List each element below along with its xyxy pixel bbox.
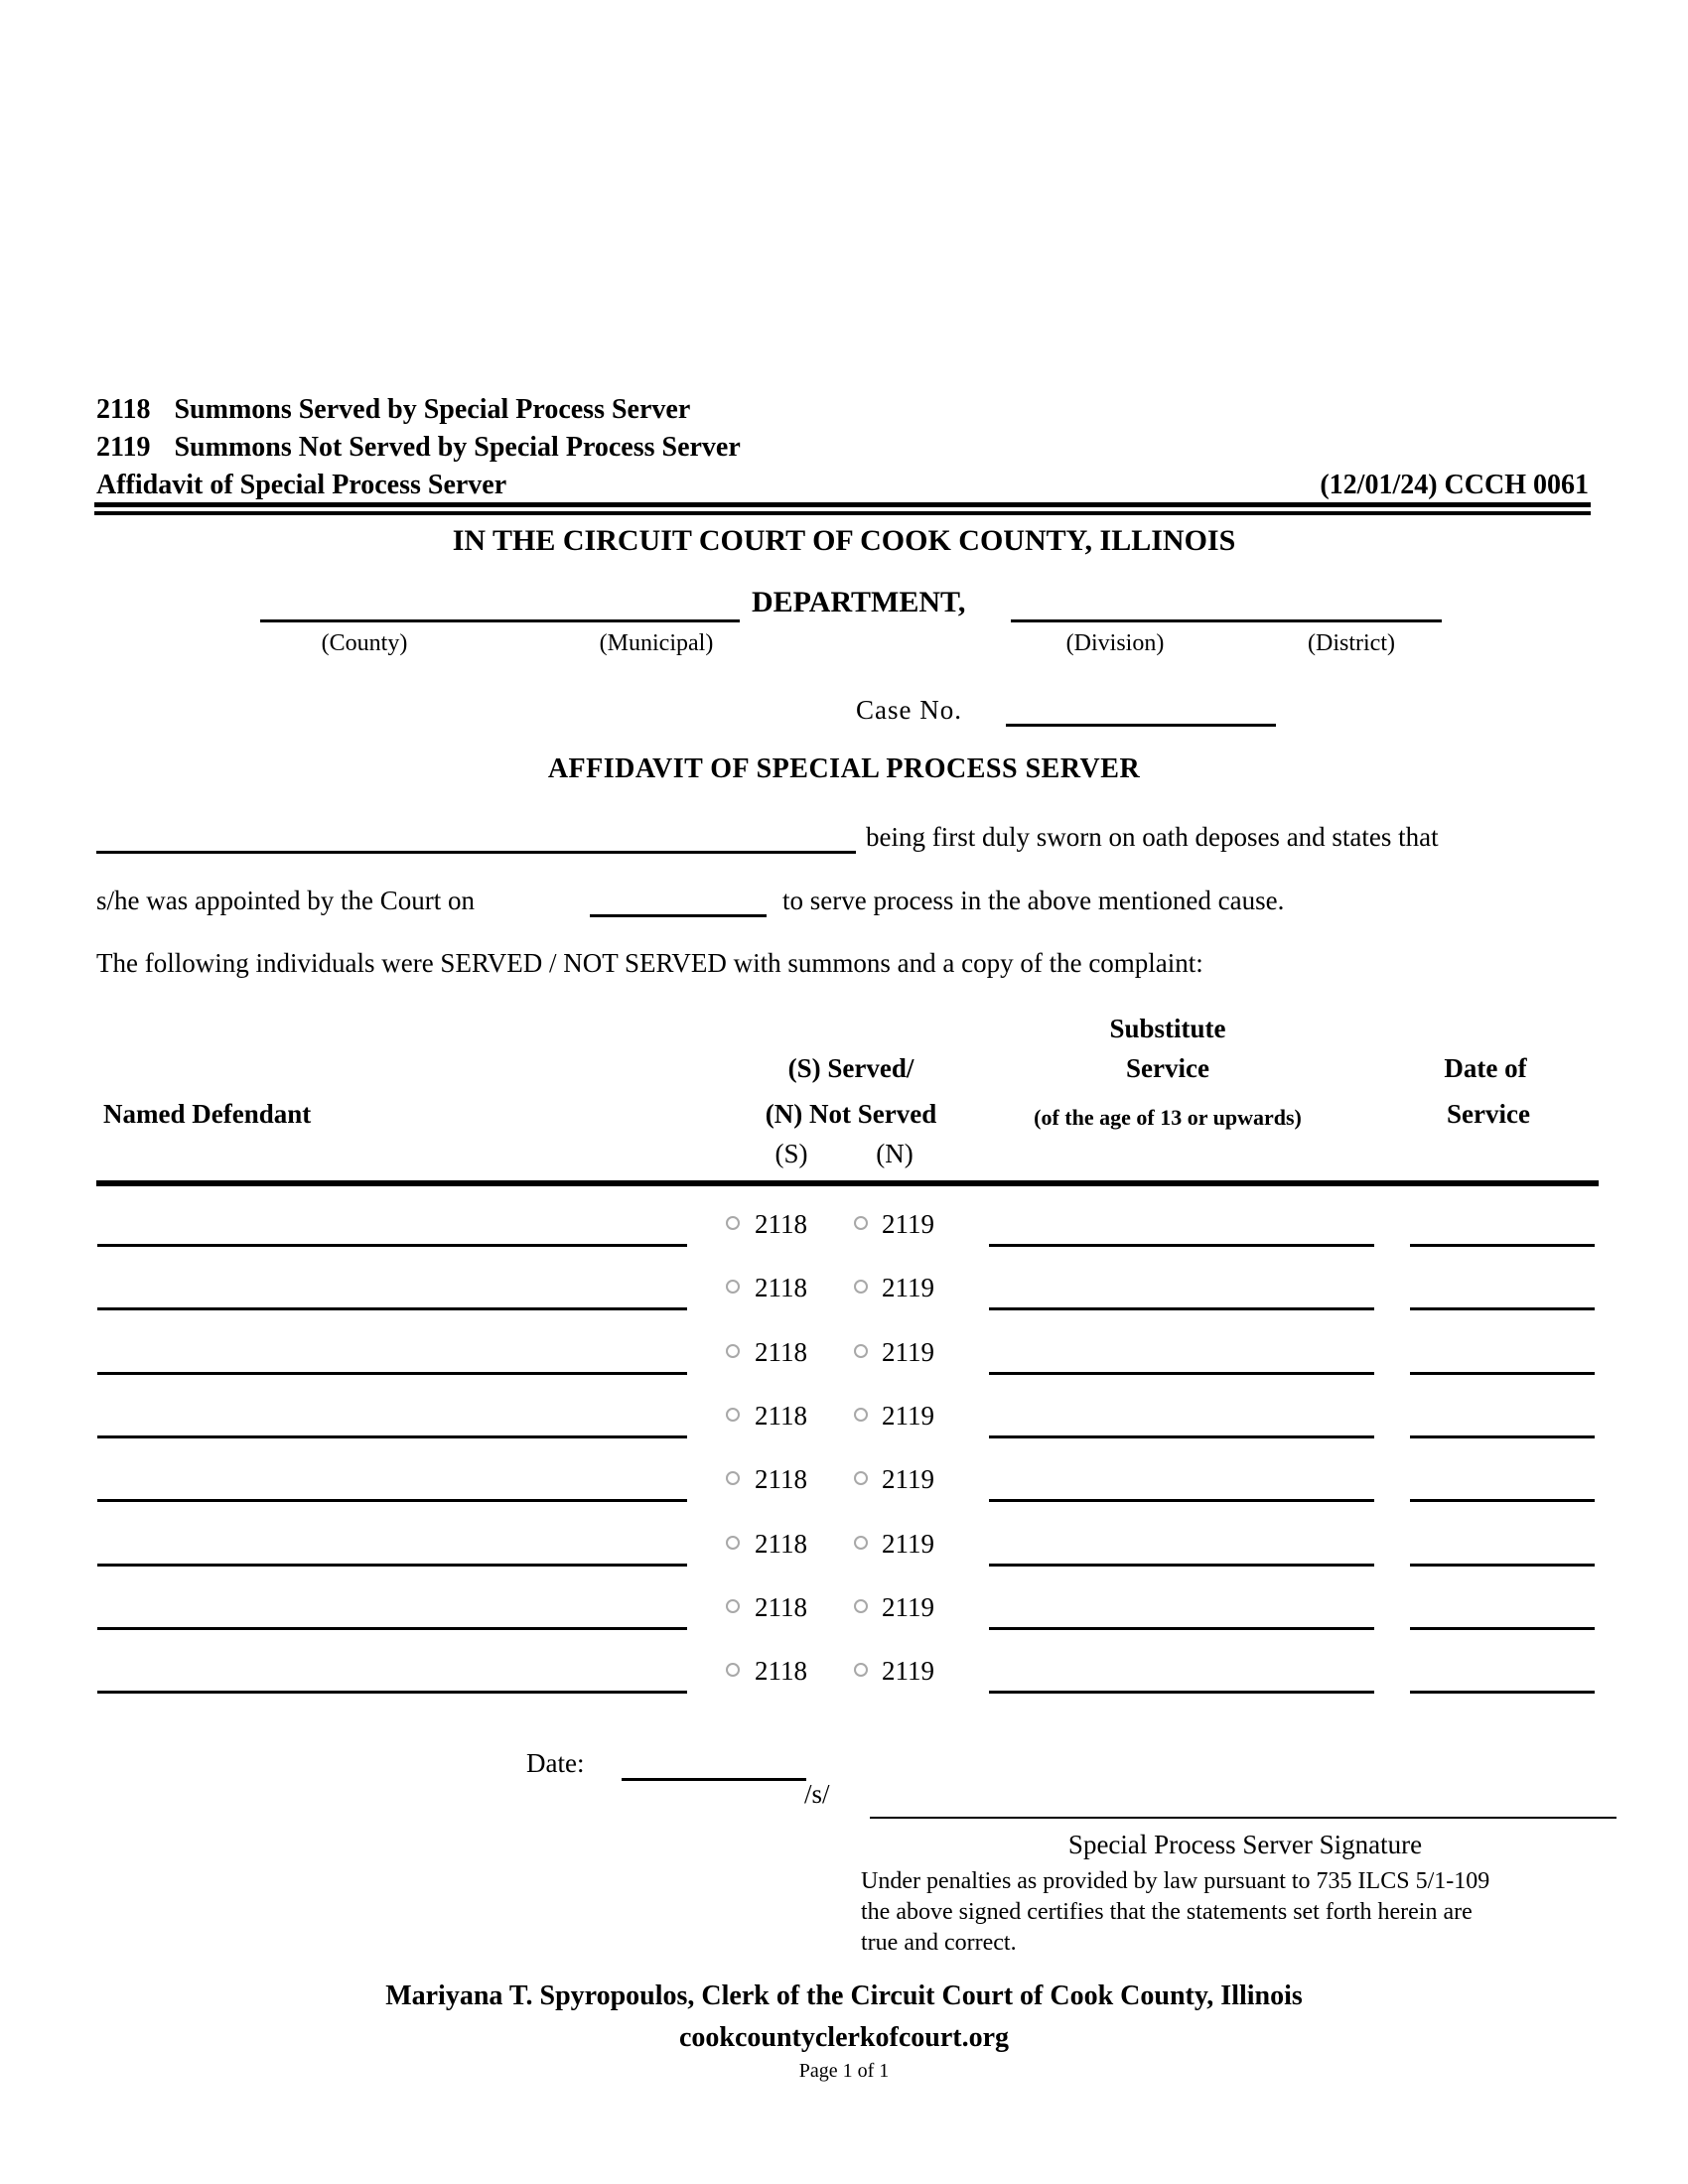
form-title-left: Affidavit of Special Process Server (96, 470, 507, 500)
date-of-service-field[interactable] (1410, 1266, 1595, 1310)
served-2118-radio-label: 2118 (755, 1209, 807, 1239)
served-2118-radio-label: 2118 (755, 1336, 807, 1367)
defendant-name-field[interactable] (97, 1330, 687, 1375)
defendant-name-field[interactable] (97, 1457, 687, 1502)
served-s-sublabel: (S) (774, 1139, 808, 1168)
server-name-field[interactable] (96, 820, 856, 854)
defendant-row (0, 1330, 1688, 1372)
date-of-service-header-line2: Service (1447, 1099, 1530, 1129)
defendant-name-field[interactable] (97, 1202, 687, 1247)
substitute-service-field[interactable] (989, 1266, 1374, 1310)
date-of-service-field[interactable] (1410, 1202, 1595, 1247)
affidavit-title: AFFIDAVIT OF SPECIAL PROCESS SERVER (547, 753, 1141, 784)
page-number: Page 1 of 1 (798, 2060, 890, 2082)
date-of-service-field[interactable] (1410, 1394, 1595, 1438)
case-no-label: Case No. (856, 695, 962, 725)
served-2118-radio-label: 2118 (755, 1656, 807, 1687)
defendant-name-field[interactable] (97, 1585, 687, 1630)
district-sublabel: (District) (1308, 630, 1395, 656)
date-of-service-field[interactable] (1410, 1649, 1595, 1694)
case-no-field[interactable] (1006, 695, 1276, 727)
sworn-statement-line2-post: to serve process in the above mentioned cause. (782, 886, 1285, 915)
substitute-service-field[interactable] (989, 1330, 1374, 1375)
named-defendant-header: Named Defendant (103, 1099, 312, 1129)
not-served-2119-radio[interactable] (854, 1216, 868, 1230)
header-line-2119 (96, 431, 1589, 465)
process-server-signature-field[interactable] (870, 1787, 1617, 1819)
not-served-2119-radio[interactable] (854, 1663, 868, 1677)
not-served-2119-radio[interactable] (854, 1280, 868, 1294)
date-of-service-field[interactable] (1410, 1522, 1595, 1567)
served-2118-radio[interactable] (726, 1471, 740, 1485)
defendant-row (0, 1585, 1688, 1627)
age-13-upwards-sublabel: (of the age of 13 or upwards) (1034, 1105, 1302, 1130)
served-2118-radio[interactable] (726, 1216, 740, 1230)
certification-line-2: the above signed certifies that the statements set forth herein are (861, 1899, 1473, 1925)
s-slash-mark: /s/ (804, 1779, 830, 1809)
header-line-title (96, 469, 1589, 502)
not-served-2119-radio-label: 2119 (882, 1273, 934, 1303)
form-code-2119: 2119 (96, 432, 151, 463)
substitute-service-field[interactable] (989, 1522, 1374, 1567)
form-code-2118-label: Summons Served by Special Process Server (174, 394, 691, 425)
sworn-statement-line2-pre: s/he was appointed by the Court on (96, 886, 475, 915)
form-code-2118: 2118 (96, 394, 151, 425)
substitute-service-field[interactable] (989, 1585, 1374, 1630)
defendant-row (0, 1266, 1688, 1307)
not-served-2119-radio-label: 2119 (882, 1400, 934, 1431)
not-served-2119-radio[interactable] (854, 1471, 868, 1485)
not-served-2119-radio[interactable] (854, 1344, 868, 1358)
defendant-row (0, 1649, 1688, 1691)
not-served-2119-radio-label: 2119 (882, 1528, 934, 1559)
served-2118-radio-label: 2118 (755, 1528, 807, 1559)
municipal-sublabel: (Municipal) (599, 630, 714, 656)
substitute-header-line2: Service (1126, 1053, 1209, 1083)
double-rule-divider (94, 502, 1591, 515)
served-header-line1: (S) Served/ (787, 1053, 914, 1083)
substitute-service-field[interactable] (989, 1457, 1374, 1502)
served-2118-radio[interactable] (726, 1280, 740, 1294)
certification-line-3: true and correct. (861, 1930, 1017, 1956)
department-division-district-field[interactable] (1011, 589, 1442, 622)
not-served-2119-radio-label: 2119 (882, 1336, 934, 1367)
department-label: DEPARTMENT, (752, 586, 966, 618)
not-served-n-sublabel: (N) (876, 1139, 914, 1168)
date-of-service-field[interactable] (1410, 1585, 1595, 1630)
defendant-name-field[interactable] (97, 1394, 687, 1438)
signature-caption: Special Process Server Signature (1067, 1830, 1423, 1859)
served-2118-radio-label: 2118 (755, 1464, 807, 1495)
substitute-header-line1: Substitute (1109, 1014, 1226, 1043)
not-served-2119-radio[interactable] (854, 1536, 868, 1550)
not-served-2119-radio[interactable] (854, 1408, 868, 1422)
served-2118-radio[interactable] (726, 1663, 740, 1677)
defendant-name-field[interactable] (97, 1522, 687, 1567)
served-header-line2: (N) Not Served (765, 1099, 937, 1129)
date-label: Date: (526, 1748, 585, 1778)
served-2118-radio[interactable] (726, 1344, 740, 1358)
clerk-footer-line: Mariyana T. Spyropoulos, Clerk of the Circuit Court of Cook County, Illinois (385, 1980, 1303, 2011)
not-served-2119-radio-label: 2119 (882, 1209, 934, 1239)
court-title: IN THE CIRCUIT COURT OF COOK COUNTY, ILLINOIS (452, 524, 1236, 557)
form-code-2119-label: Summons Not Served by Special Process Server (174, 432, 741, 463)
served-2118-radio[interactable] (726, 1599, 740, 1613)
date-of-service-field[interactable] (1410, 1457, 1595, 1502)
certification-text (861, 1866, 1596, 1959)
served-not-served-intro: The following individuals were SERVED / NOT SERVED with summons and a copy of the complaint: (96, 948, 1203, 978)
defendant-row (0, 1202, 1688, 1244)
not-served-2119-radio-label: 2119 (882, 1591, 934, 1622)
department-county-municipal-field[interactable] (260, 589, 740, 622)
defendant-name-field[interactable] (97, 1266, 687, 1310)
county-sublabel: (County) (321, 630, 408, 656)
division-sublabel: (Division) (1065, 630, 1165, 656)
substitute-service-field[interactable] (989, 1202, 1374, 1247)
appointment-date-field[interactable] (590, 887, 767, 917)
date-of-service-field[interactable] (1410, 1330, 1595, 1375)
substitute-service-field[interactable] (989, 1649, 1374, 1694)
defendant-row (0, 1522, 1688, 1564)
defendant-name-field[interactable] (97, 1649, 687, 1694)
served-2118-radio-label: 2118 (755, 1273, 807, 1303)
defendant-row (0, 1457, 1688, 1499)
signature-date-field[interactable] (622, 1749, 806, 1781)
substitute-service-field[interactable] (989, 1394, 1374, 1438)
not-served-2119-radio-label: 2119 (882, 1464, 934, 1495)
date-of-service-header-line1: Date of (1444, 1053, 1527, 1083)
served-2118-radio[interactable] (726, 1536, 740, 1550)
form-revision-code: (12/01/24) CCCH 0061 (1320, 470, 1589, 500)
served-2118-radio[interactable] (726, 1408, 740, 1422)
sworn-statement-line1: being first duly sworn on oath deposes and states that (866, 822, 1439, 852)
served-2118-radio-label: 2118 (755, 1400, 807, 1431)
defendant-row (0, 1394, 1688, 1435)
header-line-2118 (96, 393, 1589, 427)
table-header-rule (96, 1180, 1599, 1186)
not-served-2119-radio[interactable] (854, 1599, 868, 1613)
not-served-2119-radio-label: 2119 (882, 1656, 934, 1687)
certification-line-1: Under penalties as provided by law pursuant to 735 ILCS 5/1-109 (861, 1868, 1490, 1894)
served-2118-radio-label: 2118 (755, 1591, 807, 1622)
clerk-website: cookcountyclerkofcourt.org (678, 2022, 1010, 2053)
